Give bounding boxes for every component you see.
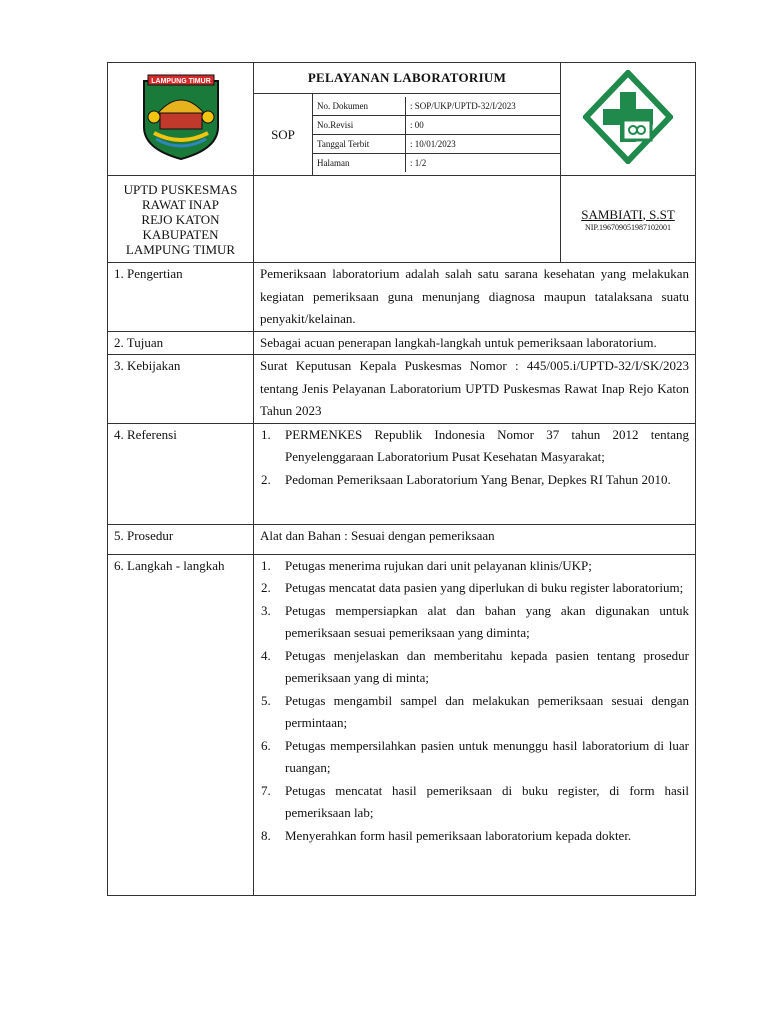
org-line: UPTD PUSKESMAS — [123, 181, 238, 197]
list-text: Petugas mempersilahkan pasien untuk menunggu hasil laboratorium di luar ruangan; — [285, 737, 689, 775]
org-line: KABUPATEN — [142, 226, 219, 242]
section-text: Pemeriksaan laboratorium adalah salah satu sarana kesehatan yang melakukan kegiatan pemeriksaan guna menunjang diagnosa maupun tatalaksana suatu penyakit/kelainan. — [254, 263, 696, 332]
list-number: 4. — [261, 647, 271, 663]
list-item — [258, 825, 689, 848]
list-item — [258, 690, 689, 735]
sop-label: SOP — [254, 94, 313, 176]
list-item — [258, 469, 689, 492]
meta-value: : 00 — [406, 116, 561, 135]
puskesmas-logo-icon — [583, 70, 673, 164]
section-langkah — [108, 554, 696, 895]
meta-label: Halaman — [313, 154, 406, 173]
list-number: 1. — [261, 557, 271, 573]
list-item — [258, 780, 689, 825]
list-item — [258, 555, 689, 578]
meta-value: : SOP/UKP/UPTD-32/I/2023 — [406, 97, 561, 116]
list-number: 3. — [261, 602, 271, 618]
list-item — [258, 645, 689, 690]
list-number: 5. — [261, 692, 271, 708]
org-line: REJO KATON — [141, 211, 220, 227]
signatory-block — [561, 176, 696, 263]
signature-area — [254, 176, 561, 263]
section-label: 2. Tujuan — [108, 331, 254, 355]
list-item — [258, 735, 689, 780]
meta-label: No.Revisi — [313, 116, 406, 135]
meta-label: Tanggal Terbit — [313, 135, 406, 154]
organization-name — [108, 176, 254, 263]
section-text: Alat dan Bahan : Sesuai dengan pemeriksaan — [254, 524, 696, 554]
meta-value: : 1/2 — [410, 158, 427, 169]
section-label: 4. Referensi — [108, 423, 254, 524]
list-number: 8. — [261, 827, 271, 843]
list-number: 7. — [261, 782, 271, 798]
section-pengertian — [108, 263, 696, 332]
list-item — [258, 577, 689, 600]
signatory-name: SAMBIATI, S.ST — [581, 206, 675, 222]
meta-row — [313, 116, 560, 135]
section-text: Surat Keputusan Kepala Puskesmas Nomor : 445/005.i/UPTD-32/I/SK/2023 tentang Jenis Pelayanan Laboratorium UPTD Puskesmas Rawat Inap Rejo Katon Tahun 2023 — [254, 355, 696, 424]
section-list — [254, 423, 696, 524]
list-item — [258, 600, 689, 645]
lampung-timur-emblem-icon — [140, 73, 222, 161]
list-number: 6. — [261, 737, 271, 753]
list-item — [258, 424, 689, 469]
list-number: 2. — [261, 580, 271, 595]
list-text: Petugas mengambil sampel dan melakukan pemeriksaan sesuai dengan permintaan; — [285, 692, 689, 730]
sop-document — [107, 62, 695, 896]
section-list — [254, 554, 696, 895]
section-text: Sebagai acuan penerapan langkah-langkah untuk pemeriksaan laboratorium. — [254, 331, 696, 355]
section-label: 6. Langkah - langkah — [108, 554, 254, 895]
meta-row — [313, 97, 560, 116]
list-text: PERMENKES Republik Indonesia Nomor 37 tahun 2012 tentang Penyelenggaraan Laboratorium Pusat Kesehatan Masyarakat; — [285, 426, 689, 464]
list-number: 2. — [261, 471, 271, 487]
section-label: 1. Pengertian — [108, 263, 254, 332]
procedure-table — [107, 262, 696, 896]
org-line: RAWAT INAP — [141, 196, 220, 212]
list-text: Menyerahkan form hasil pemeriksaan laboratorium kepada dokter. — [285, 827, 632, 843]
list-text: Petugas menerima rujukan dari unit pelayanan klinis/UKP; — [285, 557, 592, 573]
section-label: 3. Kebijakan — [108, 355, 254, 424]
section-kebijakan — [108, 355, 696, 424]
org-line: LAMPUNG TIMUR — [125, 241, 236, 257]
logo-banner-text: LAMPUNG TIMUR — [150, 77, 211, 85]
signatory-nip: NIP.196709051987102001 — [585, 222, 672, 232]
lampung-timur-logo-cell — [108, 63, 254, 176]
section-tujuan — [108, 331, 696, 355]
list-number: 1. — [261, 426, 271, 442]
header-table — [107, 62, 696, 263]
section-prosedur — [108, 524, 696, 554]
list-text: Petugas mencatat data pasien yang diperlukan di buku register laboratorium; — [285, 580, 684, 595]
list-text: Petugas mempersiapkan alat dan bahan yang akan digunakan untuk pemeriksaan sesuai pemeriksaan yang diminta; — [285, 602, 689, 640]
document-title: PELAYANAN LABORATORIUM — [254, 63, 561, 94]
puskesmas-logo-cell — [561, 63, 696, 176]
list-text: Petugas menjelaskan dan memberitahu kepada pasien tentang prosedur pemeriksaan yang di minta; — [285, 647, 689, 685]
meta-row — [313, 154, 560, 173]
list-text: Petugas mencatat hasil pemeriksaan di buku register, di form hasil pemeriksaan lab; — [285, 782, 689, 820]
document-meta — [313, 94, 561, 176]
meta-label: No. Dokumen — [313, 97, 406, 116]
section-label: 5. Prosedur — [108, 524, 254, 554]
meta-row — [313, 135, 560, 154]
section-referensi — [108, 423, 696, 524]
list-text: Pedoman Pemeriksaan Laboratorium Yang Benar, Depkes RI Tahun 2010. — [285, 471, 671, 487]
meta-value: : 10/01/2023 — [406, 135, 561, 154]
